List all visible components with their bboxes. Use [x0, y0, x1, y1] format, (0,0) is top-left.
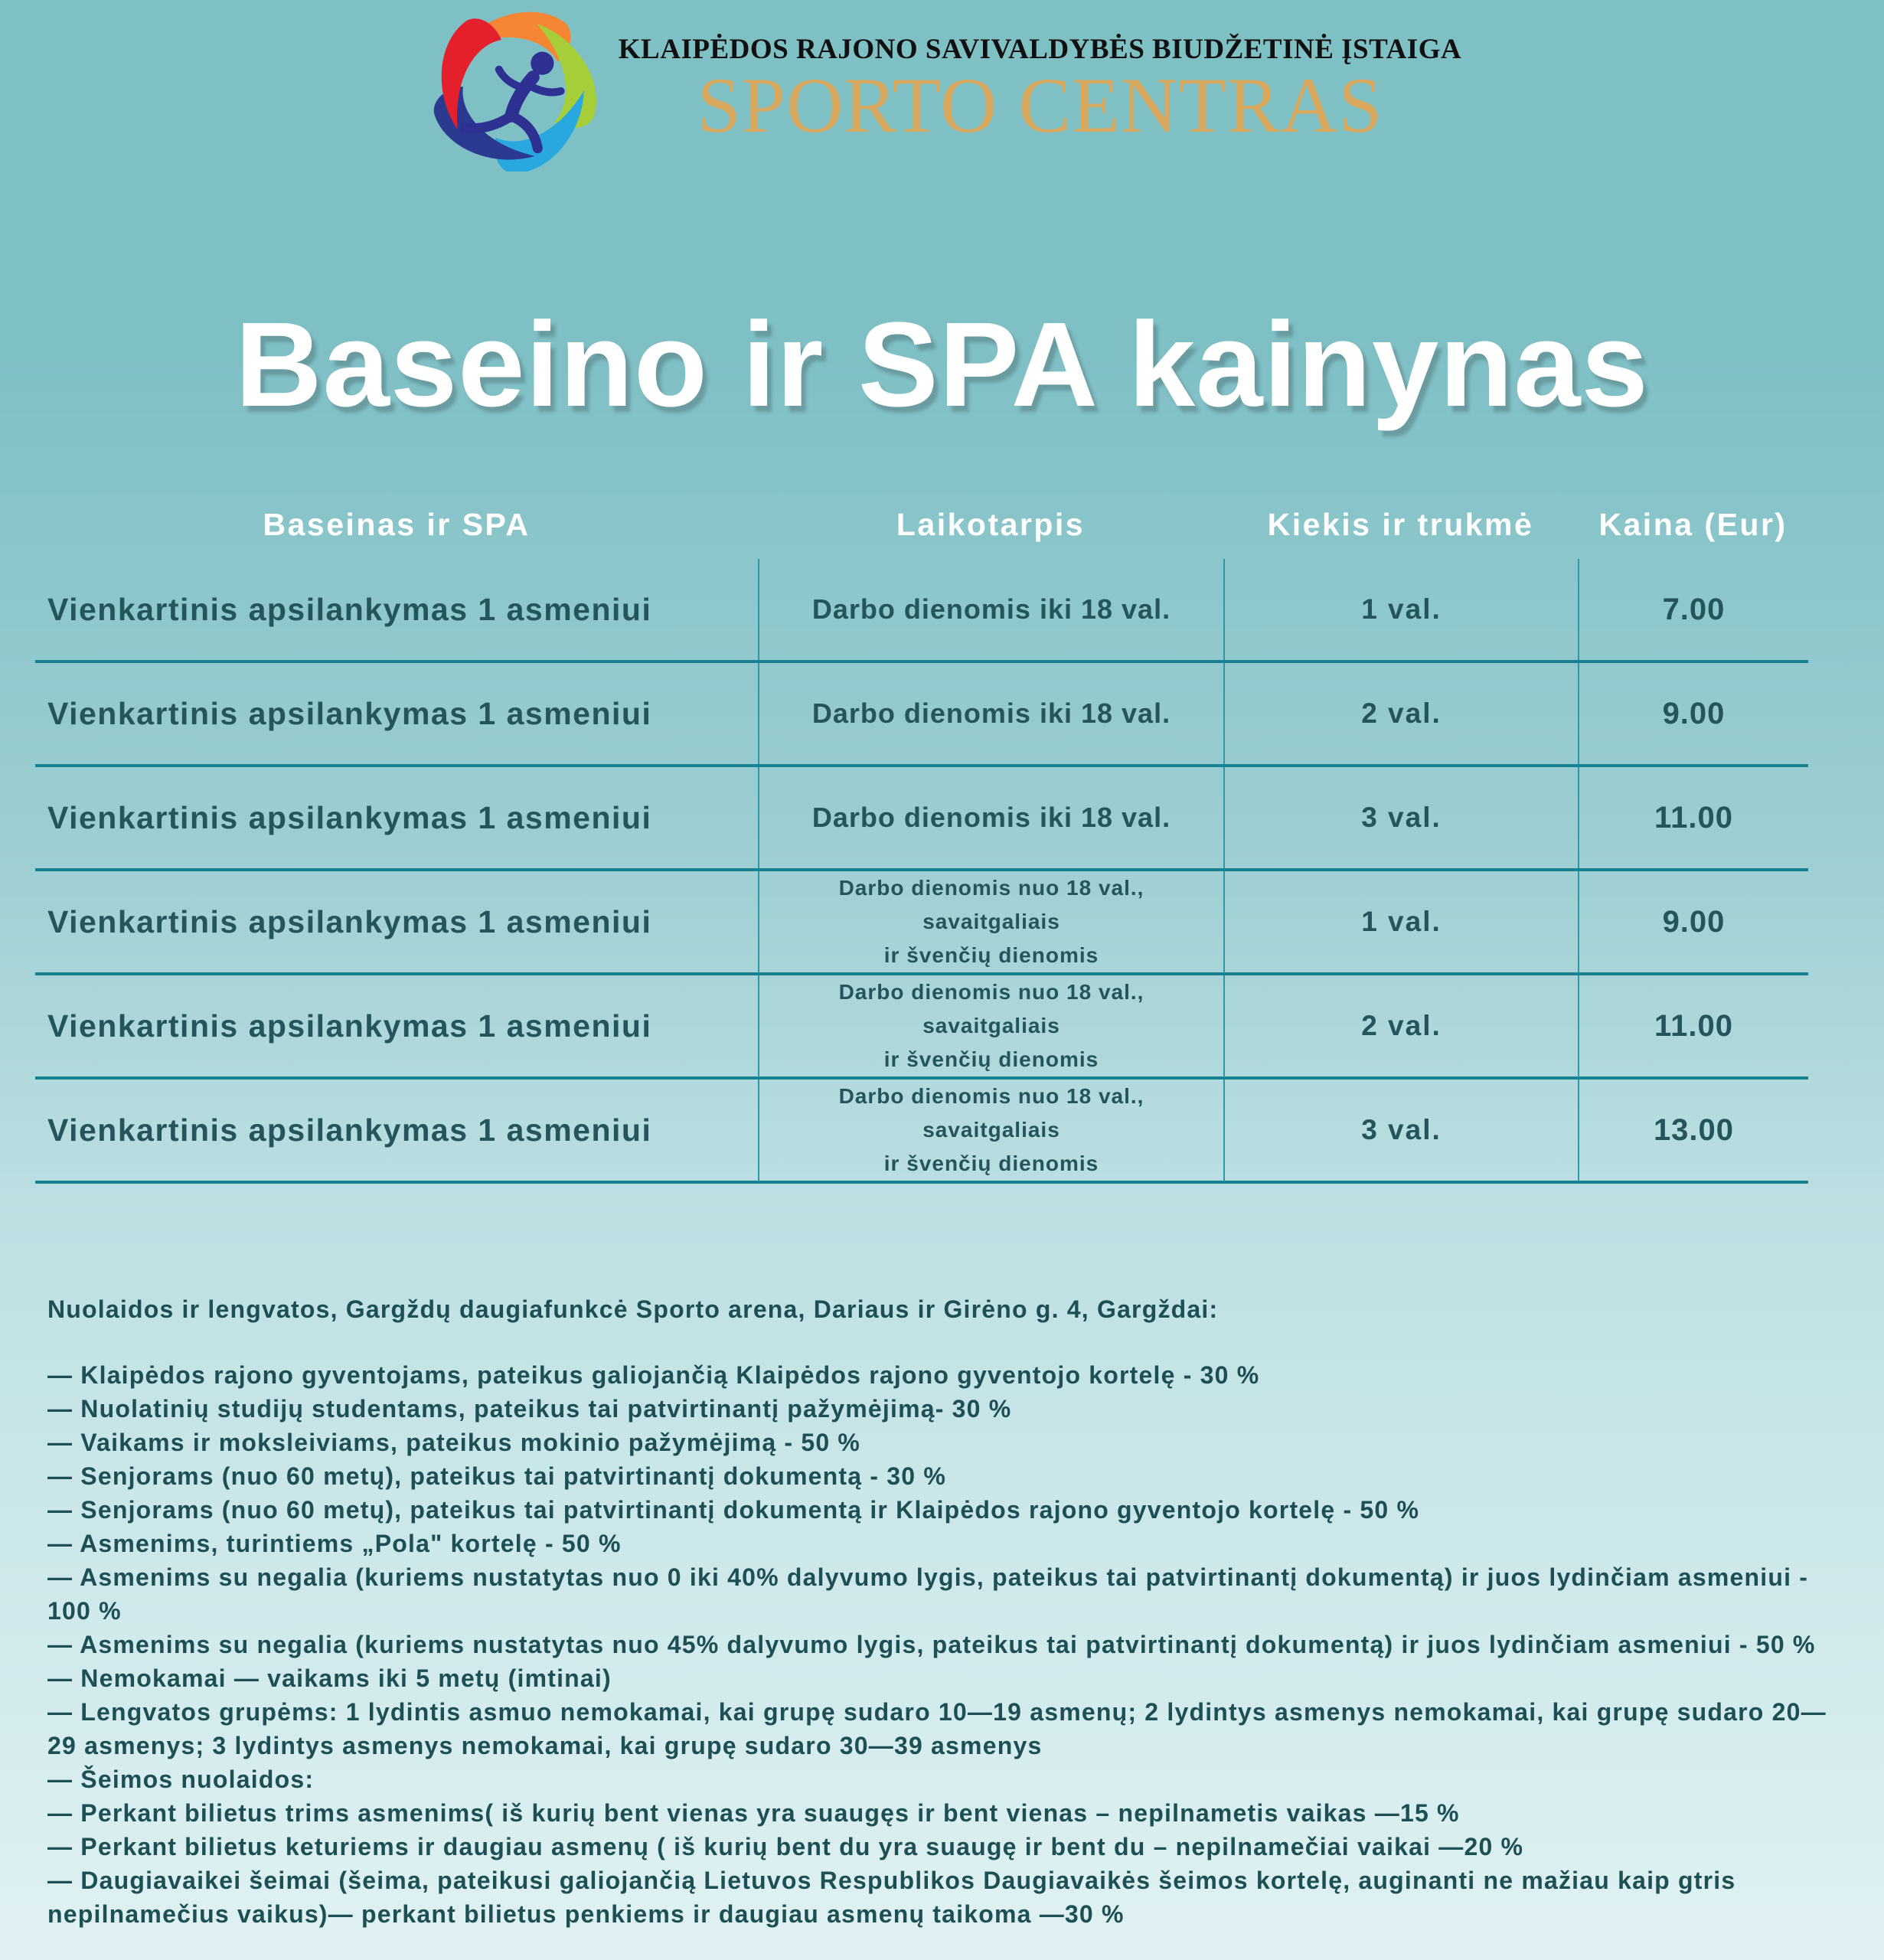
period-line: savaitgaliais — [922, 1118, 1060, 1142]
period-line: ir švenčių dienomis — [883, 1152, 1099, 1176]
discount-item: — Perkant bilietus trims asmenims( iš kurių bent vienas yra suaugęs ir bent vienas – nepilnametis vaikas —15 % — [47, 1799, 1460, 1827]
discount-item: — Klaipėdos rajono gyventojams, pateikus galiojančią Klaipėdos rajono gyventojo kortelę - 30 % — [47, 1361, 1260, 1389]
discount-item: — Asmenims su negalia (kuriems nustatytas nuo 45% dalyvumo lygis, pateikus tai patvirtinantį dokumentą) ir juos lydinčiam asmeniui - 50 % — [47, 1631, 1816, 1658]
table-row — [35, 559, 1808, 663]
discounts-section — [47, 1292, 1845, 1931]
price-cell: 9.00 — [1578, 663, 1808, 764]
price-cell: 11.00 — [1578, 767, 1808, 868]
table-body — [35, 559, 1808, 1184]
service-cell: Vienkartinis apsilankymas 1 asmeniui — [47, 1008, 652, 1044]
price-cell: 13.00 — [1578, 1080, 1808, 1181]
period-cell: Darbo dienomis iki 18 val. — [758, 559, 1223, 660]
period-line: ir švenčių dienomis — [883, 943, 1099, 968]
price-cell: 11.00 — [1578, 975, 1808, 1077]
org-header — [0, 8, 1884, 172]
duration-cell: 3 val. — [1223, 767, 1578, 868]
period-cell: Darbo dienomis iki 18 val. — [758, 663, 1223, 764]
service-cell: Vienkartinis apsilankymas 1 asmeniui — [47, 695, 652, 731]
column-header-period: Laikotarpis — [896, 506, 1086, 542]
period-line: Darbo dienomis nuo 18 val., — [838, 876, 1144, 900]
price-cell: 7.00 — [1578, 559, 1808, 660]
price-table — [35, 490, 1808, 1184]
discount-item: — Vaikams ir moksleiviams, pateikus mokinio pažymėjimą - 50 % — [47, 1429, 861, 1456]
discount-item: — Asmenims su negalia (kuriems nustatytas nuo 0 iki 40% dalyvumo lygis, pateikus tai patvirtinantį dokumentą) ir juos lydinčiam asmeniui - 100 % — [47, 1563, 1809, 1625]
table-row — [35, 767, 1808, 871]
discount-item: — Daugiavaikei šeimai (šeima, pateikusi galiojančią Lietuvos Respublikos Daugiavaikės šeimos kortelę, auginanti ne mažiau kaip gtris nepilnamečius vaikus)— perkant bilietus penkiems ir daugiau asmenų taikoma —30 % — [47, 1867, 1736, 1928]
pentagon-runner-icon — [423, 8, 606, 172]
table-header-row — [35, 490, 1808, 559]
service-cell: Vienkartinis apsilankymas 1 asmeniui — [47, 799, 652, 835]
duration-cell: 1 val. — [1223, 559, 1578, 660]
duration-cell: 2 val. — [1223, 663, 1578, 764]
period-line: Darbo dienomis nuo 18 val., — [838, 1084, 1144, 1108]
table-row — [35, 975, 1808, 1080]
duration-cell: 1 val. — [1223, 871, 1578, 973]
price-cell: 9.00 — [1578, 871, 1808, 973]
page-title: Baseino ir SPA kainynas — [235, 298, 1649, 433]
period-cell — [758, 975, 1223, 1077]
org-name: SPORTO CENTRAS — [697, 61, 1383, 149]
period-line: savaitgaliais — [922, 1014, 1060, 1038]
column-header-service: Baseinas ir SPA — [263, 506, 531, 542]
table-row — [35, 663, 1808, 767]
period-cell — [758, 1080, 1223, 1181]
column-header-duration: Kiekis ir trukmė — [1267, 506, 1534, 542]
service-cell: Vienkartinis apsilankymas 1 asmeniui — [47, 903, 652, 939]
discount-item: — Nuolatinių studijų studentams, pateikus tai patvirtinantį pažymėjimą- 30 % — [47, 1395, 1012, 1423]
service-cell: Vienkartinis apsilankymas 1 asmeniui — [47, 591, 652, 627]
discount-item: — Šeimos nuolaidos: — [47, 1766, 315, 1793]
discount-item: — Asmenims, turintiems „Pola" kortelę - 50 % — [47, 1530, 622, 1557]
sporto-centras-logo — [423, 8, 606, 172]
discount-item: — Senjorams (nuo 60 metų), pateikus tai patvirtinantį dokumentą - 30 % — [47, 1462, 946, 1490]
org-text-block — [618, 33, 1462, 149]
org-supertitle: KLAIPĖDOS RAJONO SAVIVALDYBĖS BIUDŽETINĖ ĮSTAIGA — [618, 33, 1462, 65]
discount-item: — Lengvatos grupėms: 1 lydintis asmuo nemokamai, kai grupę sudaro 10—19 asmenų; 2 lydintys asmenys nemokamai, kai grupę sudaro 20—29 asmenys; 3 lydintys asmenys nemokamai, kai grupę sudaro 30—39 asmenys — [47, 1698, 1827, 1759]
discounts-heading: Nuolaidos ir lengvatos, Gargždų daugiafunkcė Sporto arena, Dariaus ir Girėno g. 4, Gargždai: — [47, 1295, 1219, 1323]
table-row — [35, 1080, 1808, 1184]
duration-cell: 3 val. — [1223, 1080, 1578, 1181]
discount-item: — Senjorams (nuo 60 metų), pateikus tai patvirtinantį dokumentą ir Klaipėdos rajono gyventojo kortelę - 50 % — [47, 1496, 1420, 1524]
discount-item: — Nemokamai — vaikams iki 5 metų (imtinai) — [47, 1664, 612, 1692]
duration-cell: 2 val. — [1223, 975, 1578, 1077]
column-header-price: Kaina (Eur) — [1598, 506, 1788, 542]
discount-item: — Perkant bilietus keturiems ir daugiau asmenų ( iš kurių bent du yra suaugę ir bent du – nepilnamečiai vaikai —20 % — [47, 1833, 1524, 1860]
service-cell: Vienkartinis apsilankymas 1 asmeniui — [47, 1112, 652, 1148]
period-cell — [758, 871, 1223, 973]
period-line: ir švenčių dienomis — [883, 1047, 1099, 1072]
table-row — [35, 871, 1808, 975]
period-cell: Darbo dienomis iki 18 val. — [758, 767, 1223, 868]
period-line: savaitgaliais — [922, 910, 1060, 934]
period-line: Darbo dienomis nuo 18 val., — [838, 980, 1144, 1004]
